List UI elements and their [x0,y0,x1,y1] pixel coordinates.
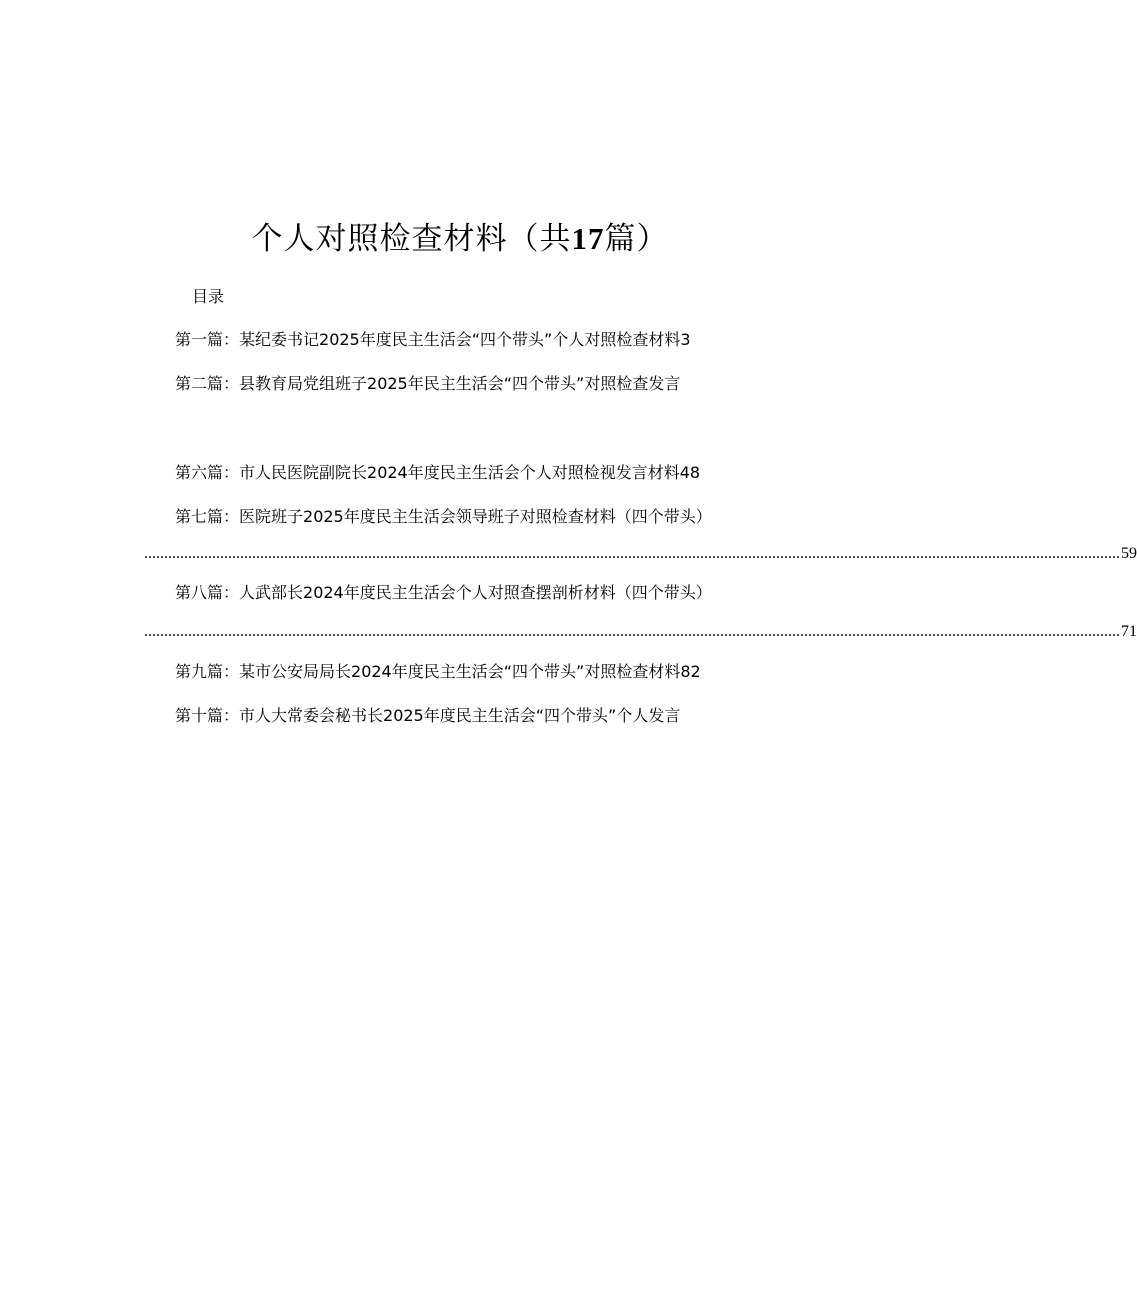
dot-leader: .................................................................................................................................................................................................................................................... [144,545,1120,562]
toc-entry-label: 第七篇： [175,507,240,526]
toc-leader-8 [144,620,1137,644]
title-prefix: 个人对照检查材料（共 [251,220,572,257]
toc-entry-6[interactable] [175,461,700,485]
toc-entry-1[interactable] [175,328,691,352]
toc-entry-7[interactable] [175,505,712,529]
toc-entry-text: 某市公安局局长2024年度民主生活会“四个带头”对照检查材料82 [239,662,701,681]
toc-entry-2[interactable] [175,372,680,396]
toc-entry-text: 县教育局党组班子2025年民主生活会“四个带头”对照检查发言 [239,374,681,393]
toc-entry-label: 第二篇： [175,374,240,393]
toc-page-number: 59 [1121,545,1137,562]
toc-entry-label: 第九篇： [175,662,240,681]
dot-leader: .................................................................................................................................................................................................................................................... [144,623,1120,640]
toc-entry-label: 第六篇： [175,463,240,482]
toc-entry-9[interactable] [175,660,701,684]
toc-entry-10[interactable] [175,704,680,728]
title-number: 17 [571,220,605,256]
toc-heading: 目录 [192,287,225,306]
toc-entry-text: 医院班子2025年度民主生活会领导班子对照检查材料（四个带头） [239,507,712,526]
toc-entry-label: 第一篇： [175,330,240,349]
toc-entry-label: 第十篇： [175,706,240,725]
toc-entry-8[interactable] [175,581,712,605]
toc-entry-text: 某纪委书记2025年度民主生活会“四个带头”个人对照检查材料3 [239,330,691,349]
toc-entry-text: 市人大常委会秘书长2025年度民主生活会“四个带头”个人发言 [239,706,681,725]
toc-page-number: 71 [1121,623,1137,640]
toc-leader-7 [144,542,1137,566]
title-suffix: 篇） [604,220,669,257]
document-title [0,215,920,263]
toc-entry-text: 人武部长2024年度民主生活会个人对照查摆剖析材料（四个带头） [239,583,712,602]
toc-entry-text: 市人民医院副院长2024年度民主生活会个人对照检视发言材料48 [239,463,701,482]
toc-entry-label: 第八篇： [175,583,240,602]
